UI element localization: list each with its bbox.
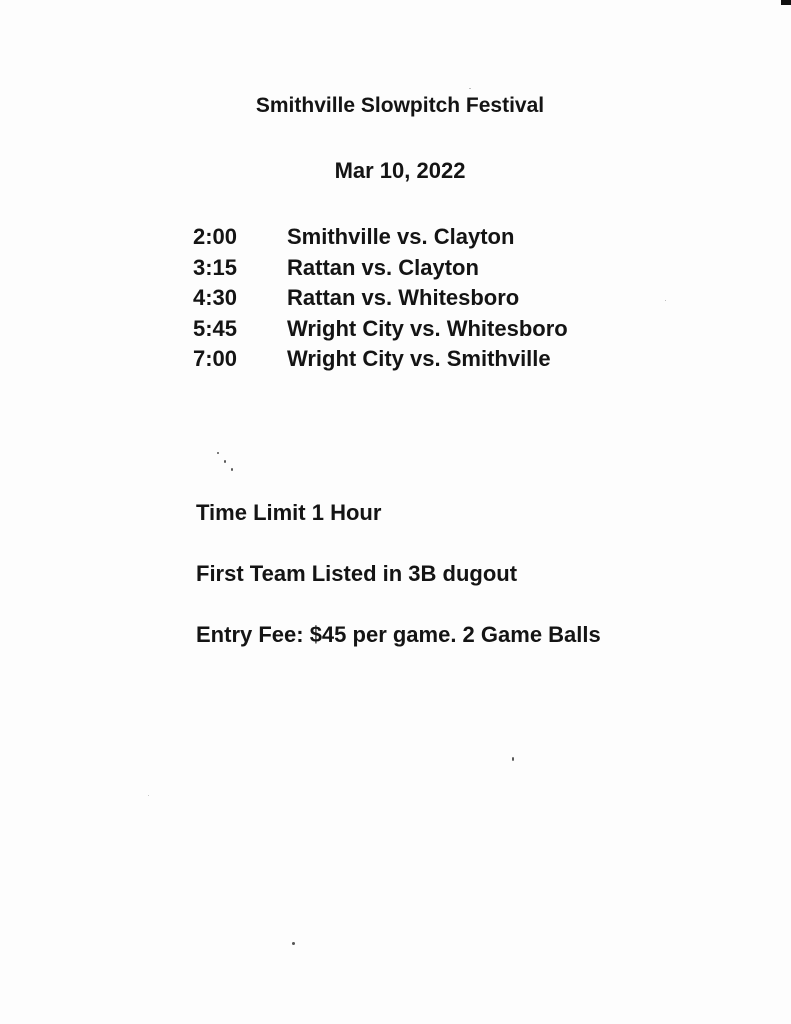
entry-fee-note: Entry Fee: $45 per game. 2 Game Balls xyxy=(196,622,601,647)
game-matchup: Wright City vs. Whitesboro xyxy=(287,315,568,341)
game-matchup: Rattan vs. Clayton xyxy=(287,254,479,280)
game-time: 2:00 xyxy=(193,224,238,249)
game-time: 4:30 xyxy=(193,285,238,310)
game-matchup: Wright City vs. Smithville xyxy=(287,346,551,371)
game-time: 5:45 xyxy=(193,315,238,341)
schedule-row xyxy=(193,253,568,284)
time-limit-note: Time Limit 1 Hour xyxy=(196,500,382,525)
game-matchup: Smithville vs. Clayton xyxy=(287,224,515,249)
scan-speck xyxy=(665,300,666,301)
game-time: 7:00 xyxy=(193,346,238,371)
schedule-row xyxy=(193,283,568,314)
scan-speck xyxy=(512,757,514,761)
scan-speck xyxy=(217,452,219,454)
scan-speck xyxy=(224,460,226,463)
scan-corner-mark xyxy=(781,0,791,5)
schedule-row xyxy=(193,344,568,375)
game-schedule xyxy=(193,222,568,375)
event-date: Mar 10, 2022 xyxy=(334,158,466,183)
document-title: Smithville Slowpitch Festival xyxy=(255,94,545,117)
dugout-note: First Team Listed in 3B dugout xyxy=(196,561,518,586)
game-time: 3:15 xyxy=(193,254,238,280)
scan-speck xyxy=(148,795,149,796)
game-matchup: Rattan vs. Whitesboro xyxy=(287,285,520,310)
scan-speck xyxy=(469,88,471,89)
schedule-row xyxy=(193,222,568,253)
schedule-row xyxy=(193,314,568,345)
scan-speck xyxy=(231,468,233,471)
scan-speck xyxy=(292,942,295,945)
